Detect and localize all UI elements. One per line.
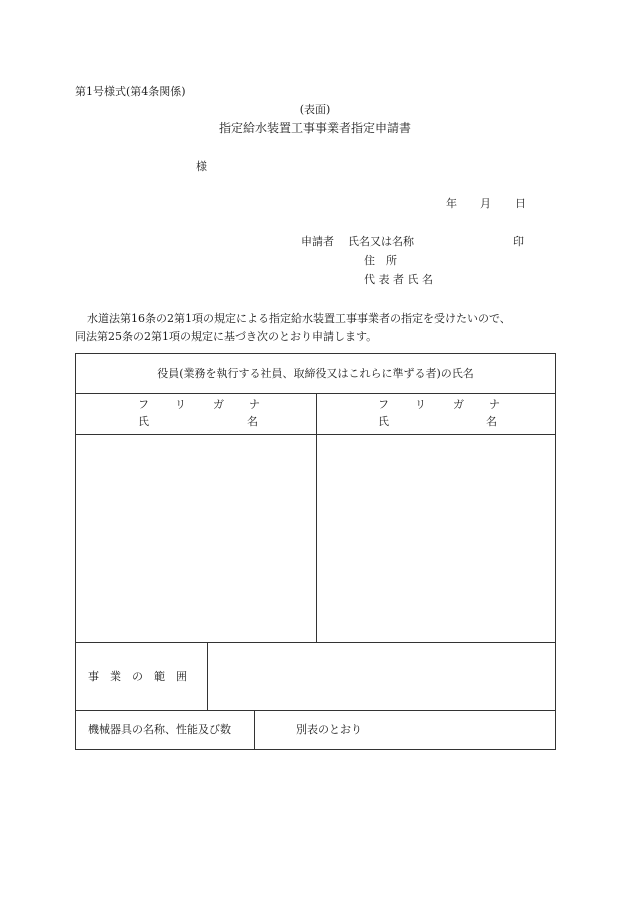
- furigana-char: ガ: [453, 398, 464, 411]
- date-year-label: 年: [446, 197, 457, 210]
- officers-header: 役員(業務を執行する社員、取締役又はこれらに準ずる者)の氏名: [157, 367, 474, 380]
- furigana-char: フ: [138, 398, 149, 411]
- furigana-char: ナ: [489, 398, 500, 411]
- body-text-line2: 同法第25条の2第1項の規定に基づき次のとおり申請します。: [75, 330, 378, 343]
- applicant-address-label: 住 所: [364, 254, 397, 267]
- form-number: 第1号様式(第4条関係): [75, 85, 186, 98]
- equipment-label: 機械器具の名称、性能及び数: [88, 723, 231, 736]
- name-char: 名: [247, 415, 258, 428]
- furigana-char: ガ: [213, 398, 224, 411]
- table-rule: [316, 393, 317, 642]
- date-month-label: 月: [480, 197, 491, 210]
- furigana-char: リ: [415, 398, 426, 411]
- table-rule: [254, 710, 255, 750]
- name-char: 氏: [378, 415, 389, 428]
- body-text-line1: 水道法第16条の2第1項の規定による指定給水装置工事事業者の指定を受けたいので、: [87, 312, 511, 325]
- furigana-char: フ: [378, 398, 389, 411]
- table-rule: [207, 642, 208, 710]
- table-rule: [76, 710, 555, 711]
- business-scope-label: 事 業 の 範 囲: [88, 670, 187, 683]
- applicant-representative-label: 代 表 者 氏 名: [364, 273, 433, 286]
- seal-mark: 印: [513, 235, 524, 248]
- furigana-char: リ: [175, 398, 186, 411]
- equipment-value: 別表のとおり: [296, 723, 362, 736]
- applicant-name-label: 氏名又は名称: [348, 235, 414, 248]
- table-rule: [76, 642, 555, 643]
- furigana-char: ナ: [249, 398, 260, 411]
- name-char: 名: [486, 415, 497, 428]
- name-char: 氏: [138, 415, 149, 428]
- page-title: 指定給水装置工事事業者指定申請書: [218, 121, 411, 135]
- addressee-suffix: 様: [196, 160, 207, 173]
- applicant-label: 申請者: [301, 235, 334, 248]
- side-label: (表面): [299, 103, 331, 116]
- date-day-label: 日: [515, 197, 526, 210]
- application-table: [75, 353, 556, 750]
